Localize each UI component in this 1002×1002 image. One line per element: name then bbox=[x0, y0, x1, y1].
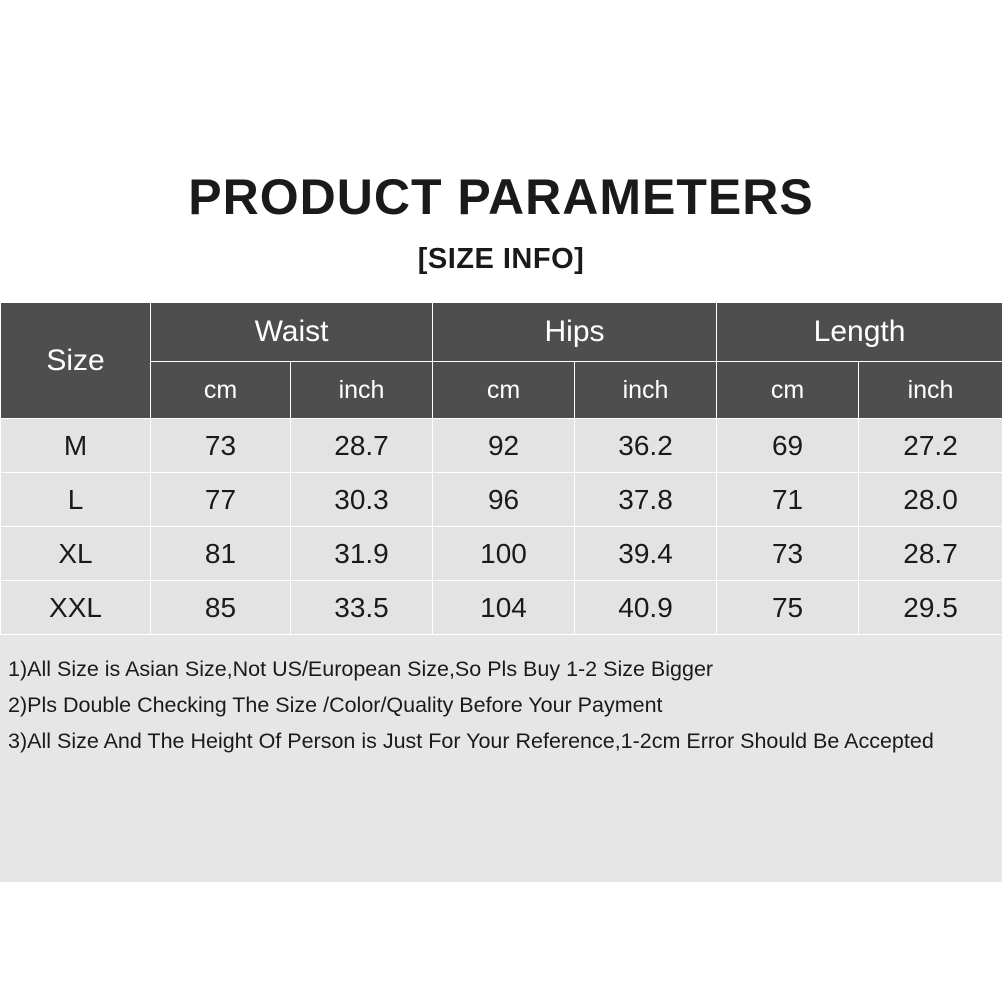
cell-waist-inch: 31.9 bbox=[291, 527, 433, 581]
cell-length-cm: 69 bbox=[717, 419, 859, 473]
notes-block bbox=[0, 635, 1002, 781]
cell-length-cm: 75 bbox=[717, 581, 859, 635]
cell-hips-inch: 40.9 bbox=[575, 581, 717, 635]
cell-waist-inch: 28.7 bbox=[291, 419, 433, 473]
header-unit-hips-cm: cm bbox=[433, 362, 575, 419]
header-unit-hips-inch: inch bbox=[575, 362, 717, 419]
cell-waist-cm: 77 bbox=[151, 473, 291, 527]
table-head bbox=[1, 303, 1002, 419]
cell-length-inch: 27.2 bbox=[859, 419, 1002, 473]
header-group-waist: Waist bbox=[151, 303, 433, 362]
page-title: PRODUCT PARAMETERS bbox=[188, 169, 814, 225]
title-block bbox=[0, 0, 1002, 276]
table-row bbox=[1, 473, 1002, 527]
cell-waist-inch: 33.5 bbox=[291, 581, 433, 635]
note-item: 2)Pls Double Checking The Size /Color/Quality Before Your Payment bbox=[8, 693, 663, 718]
cell-length-inch: 28.0 bbox=[859, 473, 1002, 527]
cell-length-inch: 29.5 bbox=[859, 581, 1002, 635]
header-group-hips: Hips bbox=[433, 303, 717, 362]
cell-length-cm: 71 bbox=[717, 473, 859, 527]
cell-size: L bbox=[1, 473, 151, 527]
header-group-length: Length bbox=[717, 303, 1002, 362]
cell-waist-cm: 85 bbox=[151, 581, 291, 635]
header-size: Size bbox=[1, 303, 151, 419]
cell-waist-cm: 73 bbox=[151, 419, 291, 473]
page-subtitle: [SIZE INFO] bbox=[417, 243, 585, 275]
bottom-margin bbox=[0, 882, 1002, 1002]
header-unit-waist-inch: inch bbox=[291, 362, 433, 419]
header-unit-length-cm: cm bbox=[717, 362, 859, 419]
table-group-header-row bbox=[1, 303, 1002, 362]
table-unit-header-row bbox=[1, 362, 1002, 419]
cell-waist-inch: 30.3 bbox=[291, 473, 433, 527]
cell-hips-cm: 96 bbox=[433, 473, 575, 527]
table-row bbox=[1, 581, 1002, 635]
cell-size: XL bbox=[1, 527, 151, 581]
table-row bbox=[1, 419, 1002, 473]
cell-hips-cm: 92 bbox=[433, 419, 575, 473]
cell-size: M bbox=[1, 419, 151, 473]
table-body bbox=[1, 419, 1002, 635]
cell-hips-inch: 37.8 bbox=[575, 473, 717, 527]
cell-waist-cm: 81 bbox=[151, 527, 291, 581]
header-unit-length-inch: inch bbox=[859, 362, 1002, 419]
table-row bbox=[1, 527, 1002, 581]
note-item: 1)All Size is Asian Size,Not US/European Size,So Pls Buy 1-2 Size Bigger bbox=[8, 657, 714, 681]
cell-length-inch: 28.7 bbox=[859, 527, 1002, 581]
cell-hips-inch: 36.2 bbox=[575, 419, 717, 473]
cell-hips-cm: 104 bbox=[433, 581, 575, 635]
note-item: 3)All Size And The Height Of Person is Just For Your Reference,1-2cm Error Should Be Accepted bbox=[8, 729, 934, 754]
cell-size: XXL bbox=[1, 581, 151, 635]
notes-filler bbox=[0, 781, 1002, 882]
cell-hips-cm: 100 bbox=[433, 527, 575, 581]
cell-hips-inch: 39.4 bbox=[575, 527, 717, 581]
size-info-table bbox=[0, 302, 1002, 635]
header-unit-waist-cm: cm bbox=[151, 362, 291, 419]
cell-length-cm: 73 bbox=[717, 527, 859, 581]
